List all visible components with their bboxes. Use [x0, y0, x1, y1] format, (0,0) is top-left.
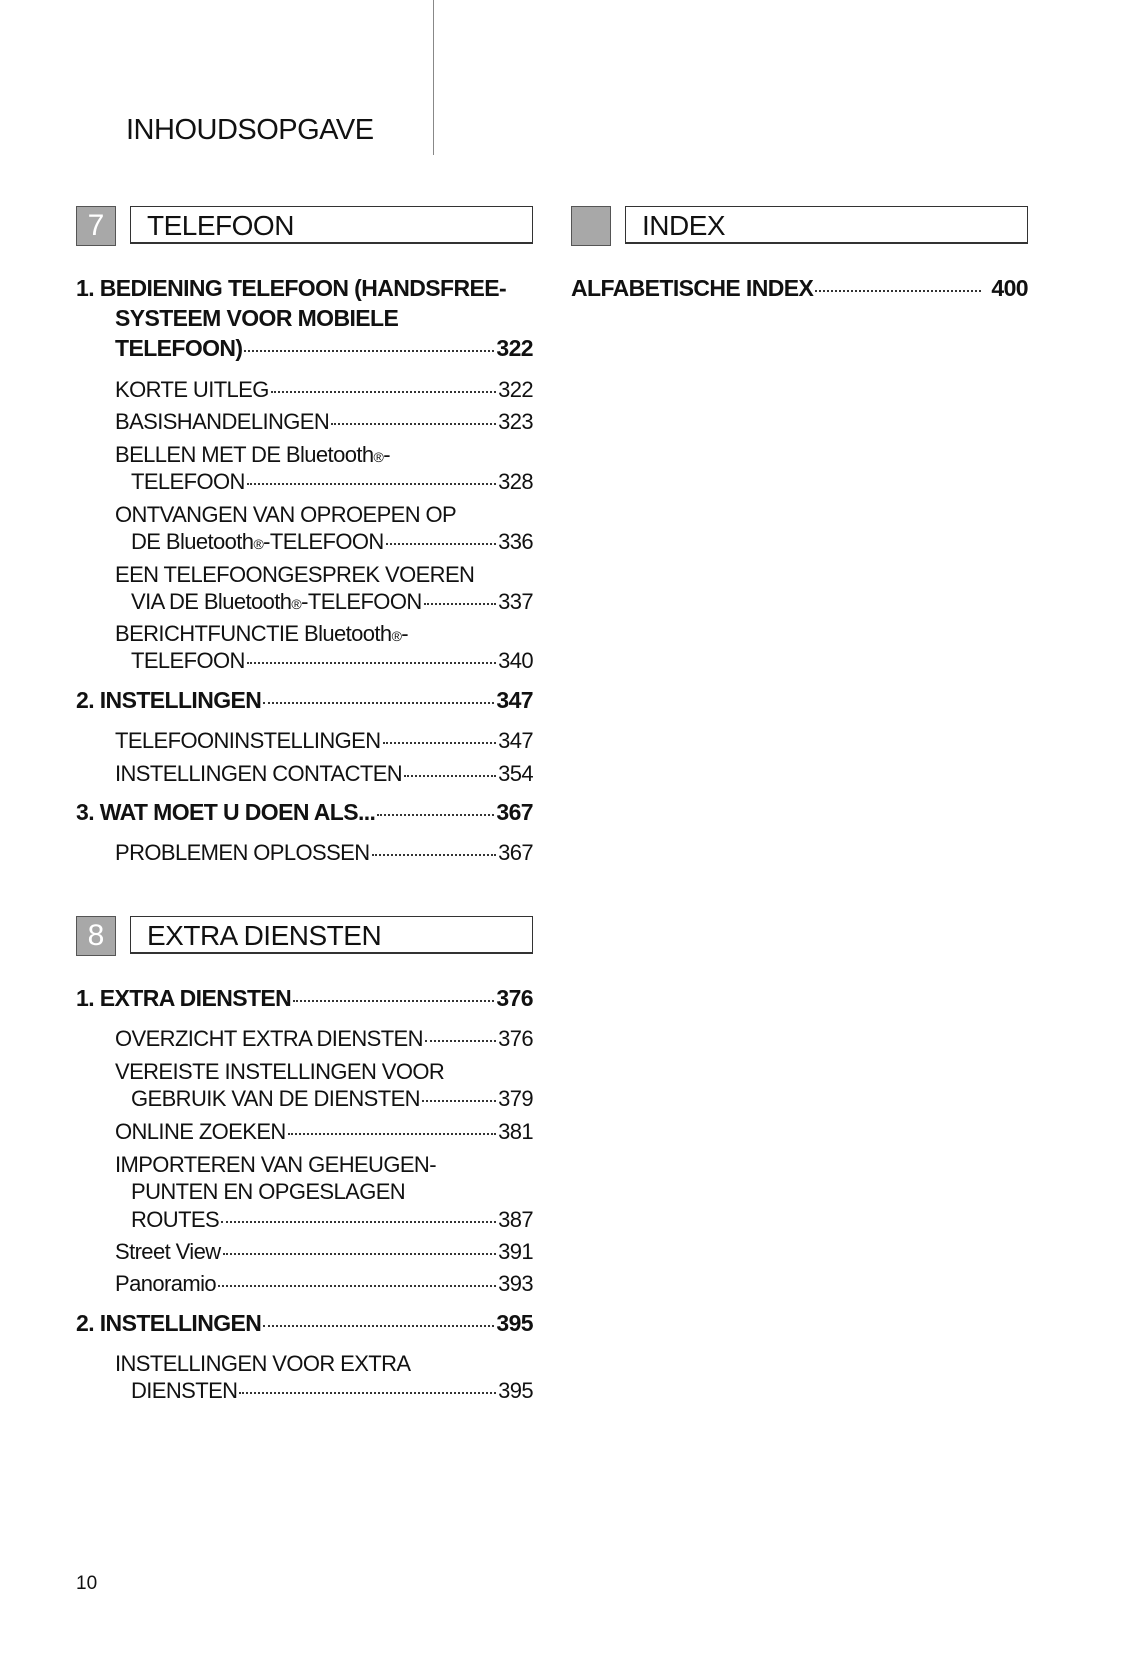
page-ref: 323 — [498, 409, 533, 434]
entry-label: TELEFOON) — [115, 335, 243, 361]
page-title: INHOUDSOPGAVE — [126, 114, 374, 146]
page-ref: 340 — [498, 648, 533, 673]
toc-entry-line — [115, 1351, 533, 1377]
entry-label: 2. INSTELLINGEN — [76, 1310, 262, 1336]
toc-entry[interactable] — [115, 840, 533, 866]
entry-label: -TELEFOON — [263, 529, 384, 554]
entry-label: TELEFOON — [131, 469, 245, 494]
page-ref: 376 — [496, 985, 533, 1011]
toc-entry[interactable] — [115, 1239, 533, 1265]
entry-label: 2. INSTELLINGEN — [76, 687, 262, 713]
page-ref: 387 — [498, 1207, 533, 1232]
registered-mark: ® — [291, 596, 302, 612]
entry-label: ONTVANGEN VAN OPROEPEN OP — [115, 502, 457, 527]
registered-mark: ® — [253, 536, 264, 552]
toc-entry-line — [115, 502, 533, 528]
entry-label: DE Bluetooth — [131, 529, 254, 554]
toc-entry[interactable] — [131, 1086, 533, 1112]
entry-label: 1. BEDIENING TELEFOON (HANDSFREE- — [76, 275, 507, 301]
toc-entry[interactable] — [115, 335, 533, 362]
toc-entry-line — [76, 275, 533, 302]
divider — [433, 0, 434, 155]
section-7-title: TELEFOON — [130, 206, 533, 244]
dot-leader — [247, 483, 496, 485]
section-8-number: 8 — [76, 916, 116, 956]
toc-entry[interactable] — [115, 1026, 533, 1052]
dot-leader — [377, 814, 494, 816]
dot-leader — [271, 391, 496, 393]
toc-entry[interactable] — [115, 761, 533, 787]
toc-entry-line — [115, 1059, 533, 1085]
entry-label: TELEFOON — [131, 648, 245, 673]
entry-label: VIA DE Bluetooth — [131, 589, 292, 614]
toc-entry[interactable] — [131, 1378, 533, 1404]
toc-entry[interactable] — [131, 589, 533, 615]
toc-entry[interactable] — [131, 529, 533, 555]
entry-label: ROUTES — [131, 1207, 220, 1232]
index-section-title: INDEX — [625, 206, 1028, 244]
index-section-marker — [571, 206, 611, 246]
page-ref: 379 — [498, 1086, 533, 1111]
entry-label: PROBLEMEN OPLOSSEN — [115, 840, 370, 865]
toc-entry[interactable] — [571, 275, 1028, 302]
dot-leader — [422, 1100, 496, 1102]
toc-entry[interactable] — [115, 377, 533, 403]
toc-entry[interactable] — [76, 687, 533, 714]
entry-label: BERICHTFUNCTIE Bluetooth — [115, 621, 392, 646]
page-ref: 347 — [498, 728, 533, 753]
dot-leader — [221, 1221, 496, 1223]
entry-label: SYSTEEM VOOR MOBIELE — [115, 305, 399, 331]
entry-label: 3. WAT MOET U DOEN ALS... — [76, 799, 376, 825]
toc-entry-line — [115, 621, 533, 647]
dot-leader — [244, 350, 494, 352]
page-ref: 376 — [498, 1026, 533, 1051]
toc-entry[interactable] — [115, 728, 533, 754]
toc-entry-line — [115, 305, 533, 332]
page-number: 10 — [76, 1573, 98, 1594]
toc-entry[interactable] — [131, 469, 533, 495]
entry-label: EEN TELEFOONGESPREK VOEREN — [115, 562, 475, 587]
dot-leader — [331, 423, 496, 425]
entry-label: IMPORTEREN VAN GEHEUGEN- — [115, 1152, 436, 1177]
dot-leader — [404, 775, 496, 777]
entry-label: GEBRUIK VAN DE DIENSTEN — [131, 1086, 420, 1111]
toc-entry-line — [115, 562, 533, 588]
entry-label: DIENSTEN — [131, 1378, 238, 1403]
page-ref: 322 — [498, 377, 533, 402]
page-ref: 328 — [498, 469, 533, 494]
entry-label: TELEFOONINSTELLINGEN — [115, 728, 381, 753]
entry-label: Street View — [115, 1239, 221, 1264]
toc-entry[interactable] — [131, 1207, 533, 1233]
entry-label: INSTELLINGEN VOOR EXTRA — [115, 1351, 411, 1376]
dot-leader — [383, 742, 497, 744]
toc-entry[interactable] — [115, 1119, 533, 1145]
page-ref: 391 — [498, 1239, 533, 1264]
toc-entry[interactable] — [115, 409, 533, 435]
page-ref: 354 — [498, 761, 533, 786]
entry-label: VEREISTE INSTELLINGEN VOOR — [115, 1059, 445, 1084]
toc-entry-line — [115, 442, 533, 468]
toc-entry-line — [115, 1152, 533, 1178]
entry-label: INSTELLINGEN CONTACTEN — [115, 761, 403, 786]
dot-leader — [815, 290, 981, 292]
page-ref: 381 — [498, 1119, 533, 1144]
dot-leader — [239, 1392, 496, 1394]
dot-leader — [424, 603, 496, 605]
dot-leader — [425, 1040, 496, 1042]
page-ref: 367 — [496, 799, 533, 825]
entry-label: PUNTEN EN OPGESLAGEN — [131, 1179, 406, 1204]
entry-label: ALFABETISCHE INDEX — [571, 275, 814, 301]
entry-label: - — [383, 442, 390, 467]
registered-mark: ® — [391, 628, 402, 644]
section-8-title: EXTRA DIENSTEN — [130, 916, 533, 954]
dot-leader — [263, 702, 494, 704]
dot-leader — [247, 662, 496, 664]
toc-entry[interactable] — [76, 799, 533, 826]
page-ref: 367 — [498, 840, 533, 865]
toc-entry[interactable] — [131, 648, 533, 674]
toc-entry[interactable] — [76, 1310, 533, 1337]
page-ref: 336 — [498, 529, 533, 554]
dot-leader — [263, 1325, 494, 1327]
page-ref: 347 — [496, 687, 533, 713]
page-ref: 400 — [991, 275, 1028, 301]
dot-leader — [372, 854, 497, 856]
entry-label: OVERZICHT EXTRA DIENSTEN — [115, 1026, 423, 1051]
dot-leader — [386, 543, 496, 545]
entry-label: ONLINE ZOEKEN — [115, 1119, 286, 1144]
entry-label: - — [401, 621, 409, 646]
dot-leader — [288, 1133, 496, 1135]
entry-label: BASISHANDELINGEN — [115, 409, 330, 434]
toc-entry[interactable] — [76, 985, 533, 1012]
page-ref: 395 — [498, 1378, 533, 1403]
page-ref: 395 — [496, 1310, 533, 1336]
dot-leader — [218, 1285, 496, 1287]
section-7-number: 7 — [76, 206, 116, 246]
dot-leader — [223, 1253, 497, 1255]
page-ref: 393 — [498, 1271, 533, 1296]
page-ref: 337 — [498, 589, 533, 614]
entry-label: BELLEN MET DE Bluetooth — [115, 442, 374, 467]
entry-label: -TELEFOON — [301, 589, 422, 614]
toc-entry[interactable] — [115, 1271, 533, 1297]
toc-entry-line — [131, 1179, 533, 1205]
entry-label: Panoramio — [115, 1271, 216, 1296]
dot-leader — [293, 1000, 494, 1002]
registered-mark: ® — [373, 449, 384, 465]
entry-label: KORTE UITLEG — [115, 377, 269, 402]
entry-label: 1. EXTRA DIENSTEN — [76, 985, 292, 1011]
page-ref: 322 — [496, 335, 533, 361]
